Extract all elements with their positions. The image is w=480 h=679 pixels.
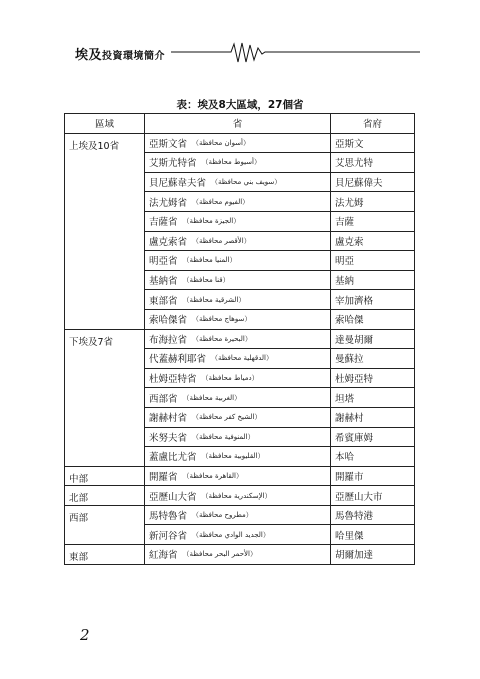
capital-cell: 馬魯特港 [331, 505, 415, 525]
capital-cell: 坦塔 [331, 388, 415, 408]
capital-cell: 明亞 [331, 251, 415, 271]
province-name: 艾斯尤特省 [149, 158, 197, 170]
header-title [75, 44, 165, 63]
province-cell [145, 447, 331, 467]
province-arabic-name: （دمياط محافظة） [201, 374, 259, 383]
province-cell [145, 231, 331, 251]
province-cell [145, 270, 331, 290]
province-arabic-name: （الأحمر البحر محافظة） [182, 550, 257, 559]
province-name: 杜姆亞特省 [149, 374, 197, 386]
province-cell [145, 349, 331, 369]
province-arabic-name: （الشيخ كفر محافظة） [192, 413, 262, 422]
province-name: 索哈傑省 [149, 315, 188, 327]
province-cell [145, 388, 331, 408]
capital-cell: 貝尼蘇偉夫 [331, 172, 415, 192]
column-header-capital: 省府 [331, 114, 415, 134]
province-name: 布海拉省 [149, 334, 188, 346]
capital-cell: 胡爾加達 [331, 545, 415, 565]
region-cell: 中部 [65, 466, 145, 486]
capital-cell: 本哈 [331, 447, 415, 467]
capital-cell: 盧克索 [331, 231, 415, 251]
province-name: 紅海省 [149, 550, 178, 562]
province-cell [145, 133, 331, 153]
province-cell [145, 290, 331, 310]
province-cell [145, 329, 331, 349]
capital-cell: 達曼胡爾 [331, 329, 415, 349]
province-arabic-name: （الشرقية محافظة） [182, 295, 246, 304]
province-cell [145, 407, 331, 427]
province-name: 米努夫省 [149, 432, 188, 444]
province-name: 東部省 [149, 295, 178, 307]
province-arabic-name: （سويف بني محافظة） [211, 178, 282, 187]
capital-cell: 亞歷山大市 [331, 486, 415, 506]
province-cell [145, 486, 331, 506]
province-cell [145, 251, 331, 271]
table-row [65, 505, 415, 525]
province-cell [145, 466, 331, 486]
province-name: 代蓋赫利耶省 [149, 354, 207, 366]
province-cell [145, 525, 331, 545]
region-cell: 上埃及10省 [65, 133, 145, 329]
province-cell [145, 505, 331, 525]
table-header-row [65, 114, 415, 134]
province-name: 謝赫村省 [149, 413, 188, 425]
header-title-main: 埃及 [75, 48, 103, 63]
province-arabic-name: （الفيوم محافظة） [192, 197, 250, 206]
province-arabic-name: （المنيا محافظة） [182, 256, 237, 265]
table-row [65, 466, 415, 486]
province-name: 新河谷省 [149, 530, 188, 542]
province-arabic-name: （القليوبية محافظة） [201, 452, 265, 461]
province-cell [145, 172, 331, 192]
capital-cell: 亞斯文 [331, 133, 415, 153]
province-name: 明亞省 [149, 256, 178, 268]
capital-cell: 艾思尤特 [331, 153, 415, 173]
province-cell [145, 192, 331, 212]
region-cell: 北部 [65, 486, 145, 506]
province-arabic-name: （الدقهلية محافظة） [211, 354, 273, 363]
province-name: 盧克索省 [149, 236, 188, 248]
capital-cell: 宰加濟格 [331, 290, 415, 310]
capital-cell: 吉薩 [331, 211, 415, 231]
province-name: 貝尼蘇韋夫省 [149, 178, 207, 190]
capital-cell: 索哈傑 [331, 309, 415, 329]
province-arabic-name: （أسوان محافظة） [192, 138, 250, 147]
province-arabic-name: （البحيرة محافظة） [192, 334, 252, 343]
capital-cell: 杜姆亞特 [331, 368, 415, 388]
province-arabic-name: （مطروح محافظة） [192, 511, 253, 520]
province-name: 亞斯文省 [149, 138, 188, 150]
province-arabic-name: （الأقصر محافظة） [192, 236, 251, 245]
region-cell: 西部 [65, 505, 145, 544]
province-cell [145, 211, 331, 231]
provinces-table [64, 113, 415, 565]
table-row [65, 329, 415, 349]
province-name: 法尤姆省 [149, 197, 188, 209]
province-name: 西部省 [149, 393, 178, 405]
capital-cell: 希賓庫姆 [331, 427, 415, 447]
column-header-province: 省 [145, 114, 331, 134]
capital-cell: 曼蘇拉 [331, 349, 415, 369]
column-header-region: 區域 [65, 114, 145, 134]
table-caption: 表：埃及8大區域，27個省 [176, 99, 304, 111]
page-number: 2 [80, 626, 90, 644]
region-cell: 下埃及7省 [65, 329, 145, 466]
province-cell [145, 545, 331, 565]
table-row [65, 545, 415, 565]
province-name: 蓋盧比尤省 [149, 452, 197, 464]
capital-cell: 哈里傑 [331, 525, 415, 545]
province-cell [145, 368, 331, 388]
province-arabic-name: （المنوفية محافظة） [192, 432, 255, 441]
province-name: 開羅省 [149, 471, 178, 483]
capital-cell: 法尤姆 [331, 192, 415, 212]
table-row [65, 486, 415, 506]
province-name: 基納省 [149, 276, 178, 288]
capital-cell: 謝赫村 [331, 407, 415, 427]
province-arabic-name: （الجديد الوادي محافظة） [192, 530, 270, 539]
province-cell [145, 309, 331, 329]
province-cell [145, 427, 331, 447]
header-title-sub: 投資環境簡介 [102, 51, 166, 62]
province-name: 吉薩省 [149, 217, 178, 229]
province-cell [145, 153, 331, 173]
province-arabic-name: （سوهاج محافظة） [192, 315, 252, 324]
capital-cell: 開羅市 [331, 466, 415, 486]
capital-cell: 基納 [331, 270, 415, 290]
province-arabic-name: （القاهرة محافظة） [182, 471, 243, 480]
region-cell: 東部 [65, 545, 145, 565]
province-arabic-name: （الجيزة محافظة） [182, 217, 241, 226]
table-body [65, 133, 415, 564]
province-arabic-name: （الإسكندرية محافظة） [201, 491, 272, 500]
province-name: 亞歷山大省 [149, 491, 197, 503]
province-arabic-name: （الغربية محافظة） [182, 393, 242, 402]
province-arabic-name: （قنا محافظة） [182, 276, 230, 285]
province-name: 馬特魯省 [149, 511, 188, 523]
table-row [65, 133, 415, 153]
running-header [75, 40, 420, 70]
province-arabic-name: （أسيوط محافظة） [201, 158, 261, 167]
